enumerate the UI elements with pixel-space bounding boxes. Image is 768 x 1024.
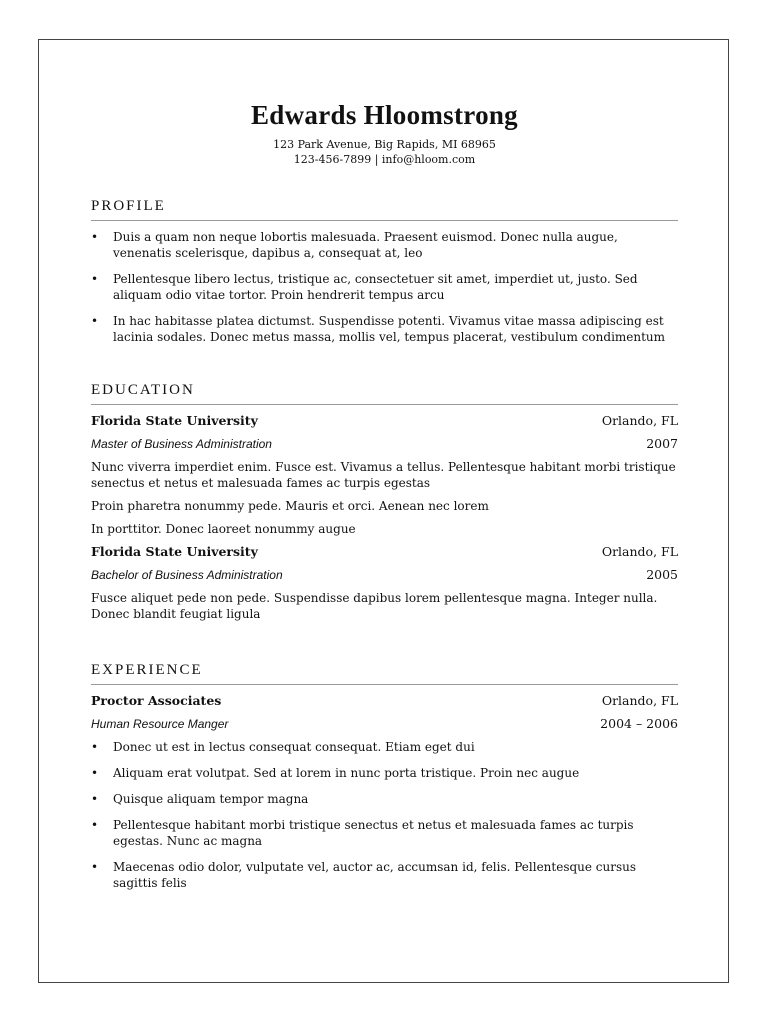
experience-role-row <box>91 716 678 732</box>
list-item <box>91 739 678 755</box>
education-header-row <box>91 544 678 560</box>
education-detail: In porttitor. Donec laoreet nonummy augue <box>91 522 356 536</box>
list-item <box>91 765 678 781</box>
bullet-icon: • <box>91 766 99 780</box>
contact-phone-email: 123-456-7899 | info@hloom.com <box>293 153 476 166</box>
bullet-icon: • <box>91 860 99 874</box>
degree-year: 2005 <box>646 567 678 582</box>
education-detail: Nunc viverra imperdiet enim. Fusce est. Vivamus a tellus. Pellentesque habitant morbi tristique senectus et netus et malesuada fames ac turpis egestas <box>91 460 676 490</box>
contact-address: 123 Park Avenue, Big Rapids, MI 68965 <box>273 138 496 151</box>
experience-bullet-text: Donec ut est in lectus consequat consequat. Etiam eget dui <box>113 740 475 754</box>
school-location: Orlando, FL <box>601 413 678 428</box>
school-name: Florida State University <box>91 413 258 428</box>
profile-bullet-text: Pellentesque libero lectus, tristique ac, consectetuer sit amet, imperdiet ut, justo. Sed aliquam odio vitae tortor. Proin hendrerit tempus arcu <box>113 272 638 302</box>
profile-bullet-text: In hac habitasse platea dictumst. Suspendisse potenti. Vivamus vitae massa adipiscing est lacinia sodales. Donec metus massa, mollis vel, tempus placerat, vestibulum condimentum <box>113 314 666 344</box>
experience-header-row <box>91 693 678 709</box>
profile-bullet-text: Duis a quam non neque lobortis malesuada. Praesent euismod. Donec nulla augue, venenatis scelerisque, dapibus a, consequat at, leo <box>113 230 618 260</box>
school-name: Florida State University <box>91 544 258 559</box>
resume-name: Edwards Hloomstrong <box>251 100 518 130</box>
profile-section <box>91 198 678 355</box>
bullet-icon: • <box>91 314 99 328</box>
education-section <box>91 382 678 622</box>
experience-list <box>91 739 678 891</box>
company-name: Proctor Associates <box>91 693 222 708</box>
education-entry <box>91 413 678 537</box>
education-heading: EDUCATION <box>91 382 678 405</box>
degree-name: Master of Business Administration <box>91 437 272 451</box>
education-header-row <box>91 413 678 429</box>
experience-bullet-text: Aliquam erat volutpat. Sed at lorem in nunc porta tristique. Proin nec augue <box>113 766 580 780</box>
school-location: Orlando, FL <box>601 544 678 559</box>
education-detail: Proin pharetra nonummy pede. Mauris et orci. Aenean nec lorem <box>91 499 489 513</box>
resume-page <box>38 39 729 983</box>
education-degree-row <box>91 567 678 583</box>
list-item <box>91 817 678 849</box>
experience-bullet-text: Pellentesque habitant morbi tristique senectus et netus et malesuada fames ac turpis egestas. Nunc ac magna <box>113 818 634 848</box>
list-item <box>91 313 678 345</box>
experience-section <box>91 662 678 901</box>
bullet-icon: • <box>91 740 99 754</box>
experience-bullet-text: Quisque aliquam tempor magna <box>113 792 309 806</box>
experience-bullet-text: Maecenas odio dolor, vulputate vel, auctor ac, accumsan id, felis. Pellentesque cursus sagittis felis <box>113 860 637 890</box>
bullet-icon: • <box>91 272 99 286</box>
education-detail: Fusce aliquet pede non pede. Suspendisse dapibus lorem pellentesque magna. Integer nulla. Donec blandit feugiat ligula <box>91 591 658 621</box>
list-item <box>91 791 678 807</box>
profile-heading: PROFILE <box>91 198 678 221</box>
education-entry <box>91 544 678 622</box>
list-item <box>91 229 678 261</box>
degree-year: 2007 <box>646 436 678 451</box>
list-item <box>91 859 678 891</box>
company-location: Orlando, FL <box>601 693 678 708</box>
degree-name: Bachelor of Business Administration <box>91 568 283 582</box>
list-item <box>91 271 678 303</box>
profile-list <box>91 229 678 345</box>
job-dates: 2004 – 2006 <box>600 716 678 731</box>
bullet-icon: • <box>91 818 99 832</box>
experience-heading: EXPERIENCE <box>91 662 678 685</box>
bullet-icon: • <box>91 230 99 244</box>
job-title: Human Resource Manger <box>91 717 229 731</box>
bullet-icon: • <box>91 792 99 806</box>
education-degree-row <box>91 436 678 452</box>
